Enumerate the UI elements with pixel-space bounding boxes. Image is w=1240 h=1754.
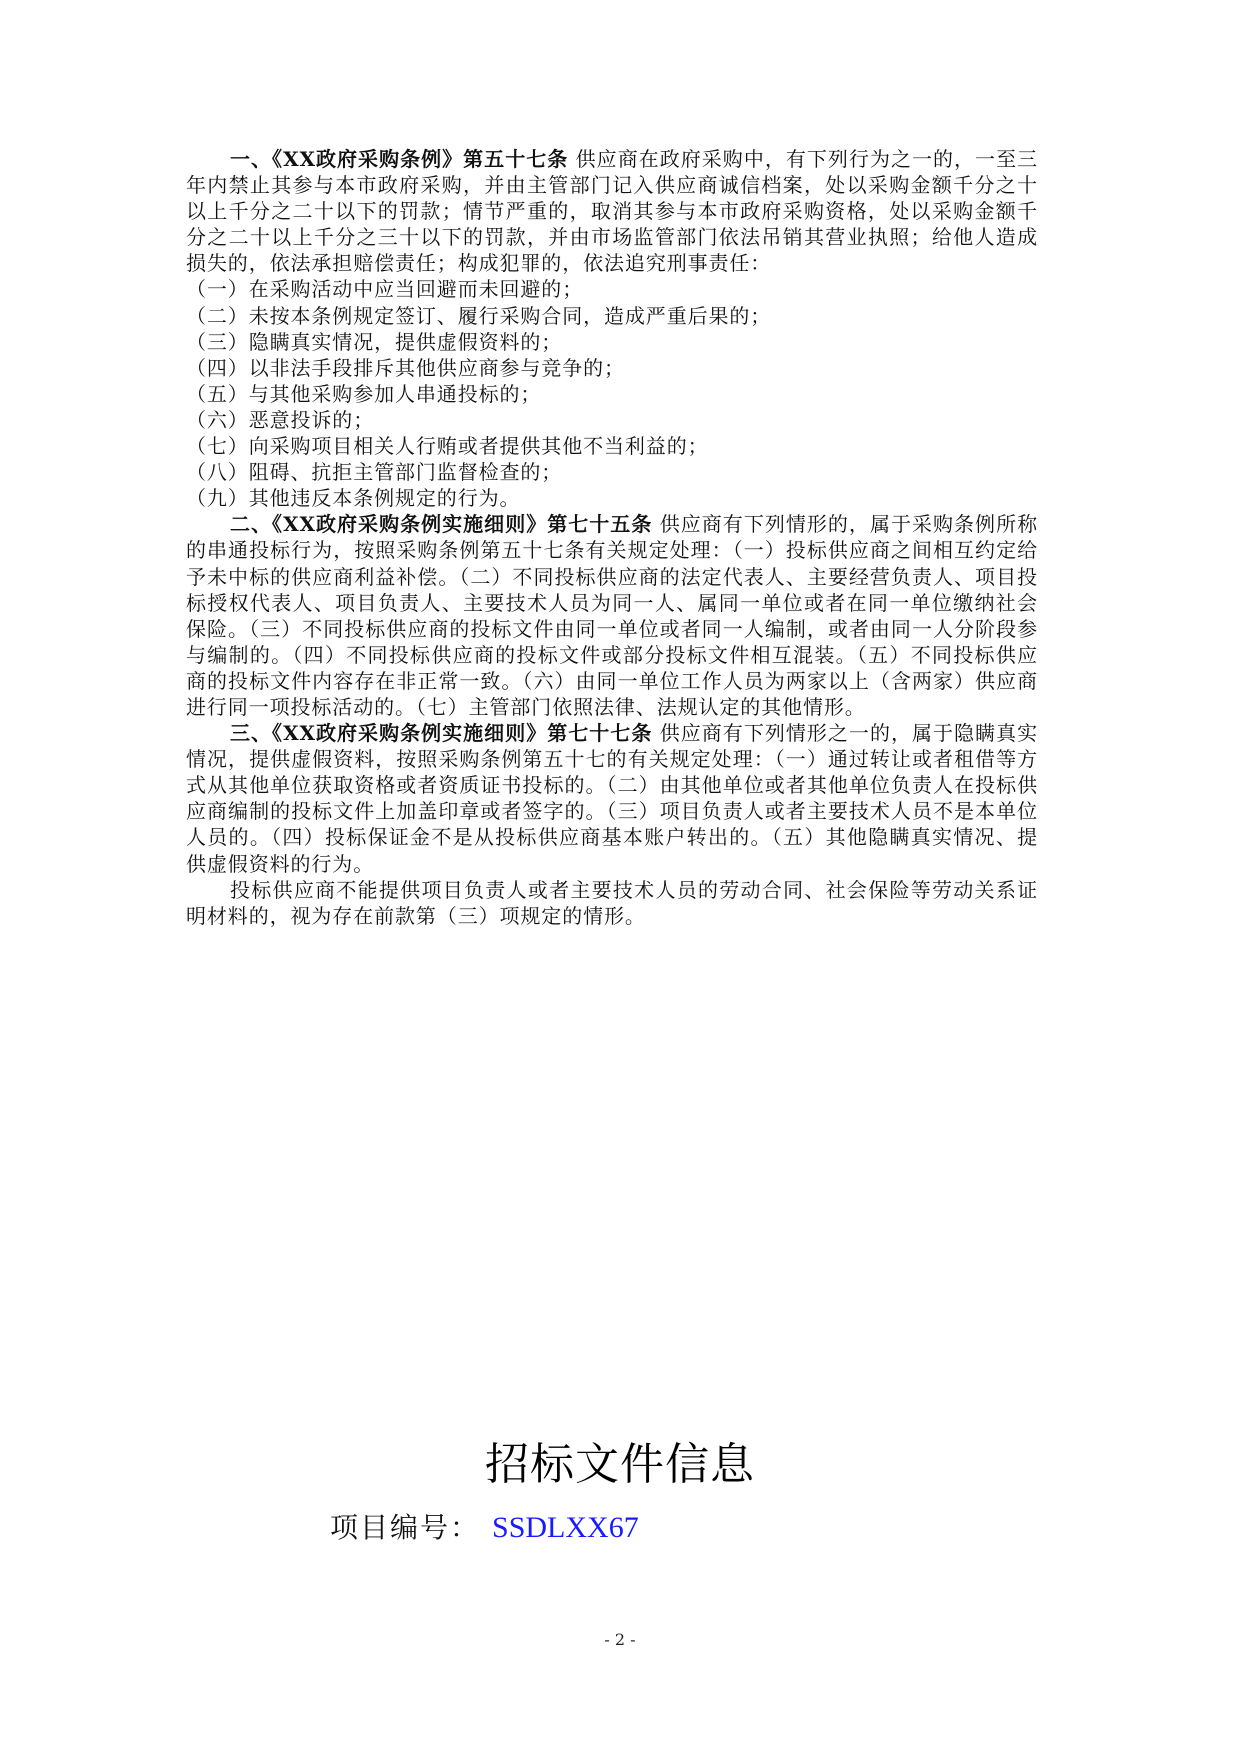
document-title: 招标文件信息: [485, 1439, 755, 1490]
project-number-value: SSDLXX67: [492, 1511, 639, 1544]
section-3-text: 供应商有下列情形之一的，属于隐瞒真实情况，提供虚假资料，按照采购条例第五十七的有关规定处理：（一）通过转让或者租借等方式从其他单位获取资格或者资质证书投标的。（二）由其他单位或者其他单位负责人在投标供应商编制的投标文件上加盖印章或者签字的。（三）项目负责人或者主要技术人员不是本单位人员的。（四）投标保证金不是从投标供应商基本账户转出的。（五）其他隐瞒真实情况、提供虚假资料的行为。: [186, 721, 1038, 876]
section-1-item-7: （七）向采购项目相关人行贿或者提供其他不当利益的；: [186, 434, 709, 459]
section-1-item-6: （六）恶意投诉的；: [186, 407, 375, 432]
section-1-item-8: （八）阻碍、抗拒主管部门监督检查的；: [186, 460, 563, 485]
section-3-paragraph: [186, 720, 1038, 877]
section-1-item-2: （二）未按本条例规定签订、履行采购合同，造成严重后果的；: [186, 303, 772, 328]
section-1-item-1: （一）在采购活动中应当回避而未回避的；: [186, 277, 584, 302]
closing-paragraph: 投标供应商不能提供项目负责人或者主要技术人员的劳动合同、社会保险等劳动关系证明材料的，视为存在前款第（三）项规定的情形。: [186, 877, 1038, 928]
section-1-text: 供应商在政府采购中，有下列行为之一的，一至三年内禁止其参与本市政府采购，并由主管部门记入供应商诚信档案，处以采购金额千分之十以上千分之二十以下的罚款；情节严重的，取消其参与本市政府采购资格，处以采购金额千分之二十以上千分之三十以下的罚款，并由市场监管部门依法吊销其营业执照；给他人造成损失的，依法承担赔偿责任；构成犯罪的，依法追究刑事责任：: [186, 147, 1038, 276]
document-body: [186, 146, 1038, 929]
section-1-item-3: （三）隐瞒真实情况，提供虚假资料的；: [186, 329, 563, 354]
section-1-item-9: （九）其他违反本条例规定的行为。: [186, 486, 521, 511]
project-number-row: [330, 1510, 639, 1546]
section-1-item-5: （五）与其他采购参加人串通投标的；: [186, 381, 542, 406]
section-1-heading: 一、《XX政府采购条例》第五十七条: [230, 147, 569, 171]
section-2-heading: 二、《XX政府采购条例实施细则》第七十五条: [230, 512, 653, 537]
project-number-label: 项目编号：: [330, 1511, 481, 1544]
section-2-text: 供应商有下列情形的，属于采购条例所称的串通投标行为，按照采购条例第五十七条有关规定处理：（一）投标供应商之间相互约定给予未中标的供应商利益补偿。（二）不同投标供应商的法定代表人、主要经营负责人、项目投标授权代表人、项目负责人、主要技术人员为同一人、属同一单位或者在同一单位缴纳社会保险。（三）不同投标供应商的投标文件由同一单位或者同一人编制，或者由同一人分阶段参与编制的。（四）不同投标供应商的投标文件或部分投标文件相互混装。（五）不同投标供应商的投标文件内容存在非正常一致。（六）由同一单位工作人员为两家以上（含两家）供应商进行同一项投标活动的。（七）主管部门依照法律、法规认定的其他情形。: [186, 512, 1038, 719]
section-3-heading: 三、《XX政府采购条例实施细则》第七十七条: [230, 721, 653, 746]
section-1-item-4: （四）以非法手段排斥其他供应商参与竞争的；: [186, 355, 625, 380]
section-2-paragraph: [186, 511, 1038, 720]
section-1-paragraph: [186, 146, 1038, 276]
page-number: - 2 -: [604, 1630, 636, 1649]
